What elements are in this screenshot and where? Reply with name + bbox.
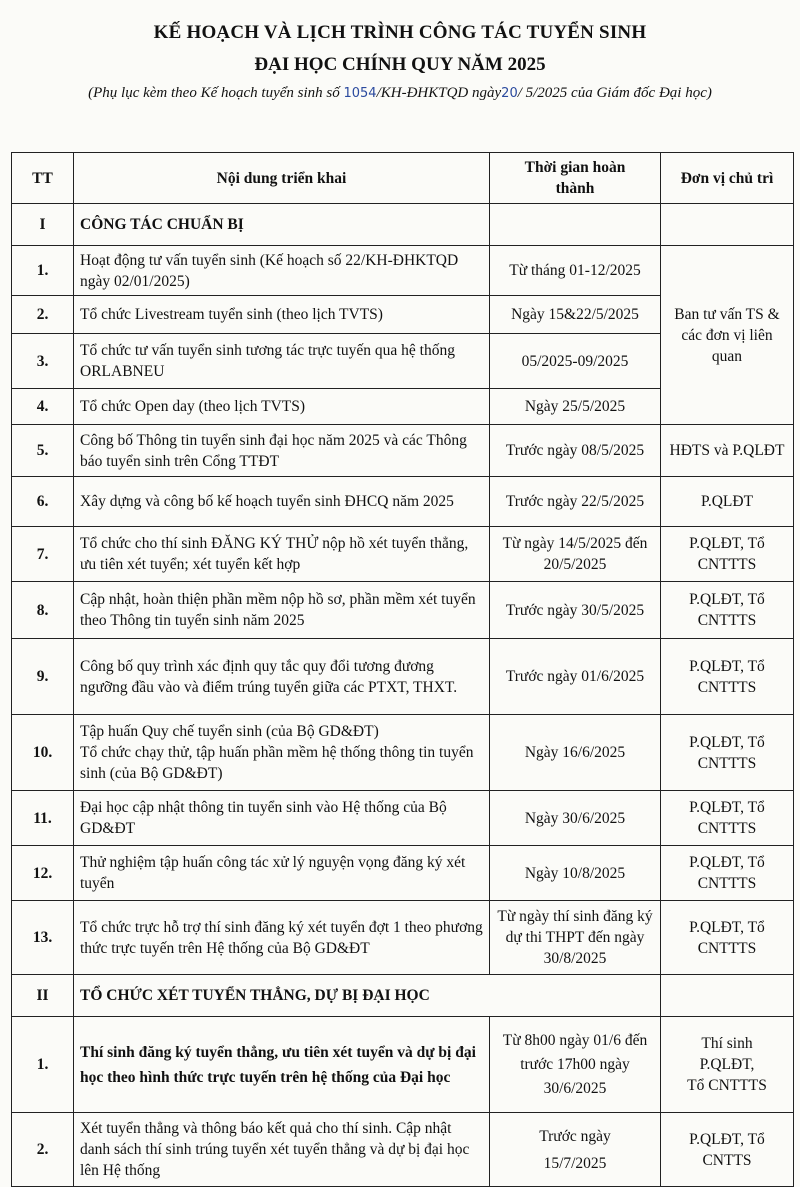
row-number: 4. (12, 389, 74, 425)
row-content: Cập nhật, hoàn thiện phần mềm nộp hồ sơ, phần mềm xét tuyển theo Thông tin tuyển sinh năm 2025 (74, 582, 490, 639)
row-time: Trước ngày 22/5/2025 (490, 477, 661, 527)
row-time: Từ 8h00 ngày 01/6 đến trước 17h00 ngày 30/6/2025 (490, 1017, 661, 1113)
row-time: Ngày 30/6/2025 (490, 791, 661, 846)
table-row (12, 246, 794, 296)
table-row (12, 846, 794, 901)
handwritten-doc-number: 1054 (343, 86, 377, 101)
row-number: 8. (12, 582, 74, 639)
row-time: Ngày 25/5/2025 (490, 389, 661, 425)
subtitle-part3: / 5/2025 của Giám đốc Đại học) (517, 85, 712, 101)
table-row (12, 527, 794, 582)
table-row (12, 582, 794, 639)
row-time: Ngày 16/6/2025 (490, 715, 661, 791)
empty-cell (661, 975, 794, 1017)
row-unit: P.QLĐT, Tổ CNTTTS (661, 715, 794, 791)
row-unit (661, 1017, 794, 1113)
row-time: Từ ngày 14/5/2025 đến 20/5/2025 (490, 527, 661, 582)
row-unit: P.QLĐT, Tổ CNTTTS (661, 527, 794, 582)
row-time: Từ ngày thí sinh đăng ký dự thi THPT đến ngày 30/8/2025 (490, 901, 661, 975)
row-number: 1. (12, 1017, 74, 1113)
row-content: Tổ chức tư vấn tuyển sinh tương tác trực tuyến qua hệ thống ORLABNEU (74, 334, 490, 389)
header-time: Thời gian hoàn thành (490, 153, 661, 204)
section-title: TỔ CHỨC XÉT TUYỂN THẲNG, DỰ BỊ ĐẠI HỌC (74, 975, 661, 1017)
row-unit: P.QLĐT, Tổ CNTTTS (661, 901, 794, 975)
row-unit-line: Thí sinh (701, 1035, 753, 1052)
row-unit: P.QLĐT (661, 477, 794, 527)
table-row (12, 477, 794, 527)
row-time: Trước ngày 30/5/2025 (490, 582, 661, 639)
row-content: Thí sinh đăng ký tuyển thẳng, ưu tiên xét tuyển và dự bị đại học theo hình thức trực tuyến trên hệ thống của Đại học (74, 1017, 490, 1113)
subtitle-part2: /KH-ĐHKTQD ngày (376, 85, 502, 101)
row-time-line: 15/7/2025 (543, 1154, 607, 1172)
table-row (12, 901, 794, 975)
document-subtitle (0, 85, 800, 102)
table-row (12, 1113, 794, 1187)
row-unit: HĐTS và P.QLĐT (661, 425, 794, 477)
table-row (12, 639, 794, 715)
merged-unit-cell: Ban tư vấn TS & các đơn vị liên quan (661, 246, 794, 425)
row-time: Từ tháng 01-12/2025 (490, 246, 661, 296)
document-title-line2: ĐẠI HỌC CHÍNH QUY NĂM 2025 (254, 54, 546, 75)
row-unit: P.QLĐT, Tổ CNTTTS (661, 791, 794, 846)
header-unit: Đơn vị chủ trì (661, 153, 794, 204)
row-content: Tổ chức trực hỗ trợ thí sinh đăng ký xét tuyển đợt 1 theo phương thức trực tuyến trên Hệ thống của Bộ GD&ĐT (74, 901, 490, 975)
section-title: CÔNG TÁC CHUẨN BỊ (74, 204, 490, 246)
row-time: 05/2025-09/2025 (490, 334, 661, 389)
row-unit-line: Tổ CNTTTS (687, 1077, 767, 1094)
row-number: 13. (12, 901, 74, 975)
section-number: I (12, 204, 74, 246)
row-content-line: Tổ chức chạy thử, tập huấn phần mềm hệ thống thông tin tuyển sinh (của Bộ GD&ĐT) (80, 744, 474, 782)
row-number: 1. (12, 246, 74, 296)
row-unit: P.QLĐT, Tổ CNTTTS (661, 582, 794, 639)
table-row (12, 1017, 794, 1113)
row-unit: P.QLĐT, Tổ CNTTTS (661, 639, 794, 715)
row-unit: P.QLĐT, Tổ CNTTS (661, 1113, 794, 1187)
section-number: II (12, 975, 74, 1017)
row-content (74, 715, 490, 791)
row-unit: P.QLĐT, Tổ CNTTTS (661, 846, 794, 901)
row-number: 9. (12, 639, 74, 715)
section-row-1 (12, 204, 794, 246)
row-content-line: Tập huấn Quy chế tuyển sinh (của Bộ GD&ĐT) (80, 723, 379, 740)
row-time (490, 1113, 661, 1187)
document-title-line1: KẾ HOẠCH VÀ LỊCH TRÌNH CÔNG TÁC TUYỂN SINH (153, 22, 647, 43)
row-number: 5. (12, 425, 74, 477)
empty-cell (661, 204, 794, 246)
row-content: Công bố quy trình xác định quy tắc quy đổi tương đương ngưỡng đầu vào và điểm trúng tuyển giữa các PTXT, THXT. (74, 639, 490, 715)
row-time: Trước ngày 01/6/2025 (490, 639, 661, 715)
row-number: 12. (12, 846, 74, 901)
row-time: Ngày 15&22/5/2025 (490, 296, 661, 334)
table-row (12, 425, 794, 477)
subtitle-part1: (Phụ lục kèm theo Kế hoạch tuyển sinh số (88, 85, 344, 101)
row-content: Công bố Thông tin tuyển sinh đại học năm 2025 và các Thông báo tuyển sinh trên Cổng TTĐT (74, 425, 490, 477)
empty-cell (490, 204, 661, 246)
row-content: Xây dựng và công bố kế hoạch tuyển sinh ĐHCQ năm 2025 (74, 477, 490, 527)
row-content: Hoạt động tư vấn tuyển sinh (Kế hoạch số 22/KH-ĐHKTQD ngày 02/01/2025) (74, 246, 490, 296)
row-number: 11. (12, 791, 74, 846)
table-header-row (12, 153, 794, 204)
schedule-table (11, 152, 794, 1187)
header-tt: TT (12, 153, 74, 204)
row-time: Ngày 10/8/2025 (490, 846, 661, 901)
row-content: Tổ chức Open day (theo lịch TVTS) (74, 389, 490, 425)
row-content: Thử nghiệm tập huấn công tác xử lý nguyện vọng đăng ký xét tuyển (74, 846, 490, 901)
header-content: Nội dung triển khai (74, 153, 490, 204)
section-row-2 (12, 975, 794, 1017)
row-content: Đại học cập nhật thông tin tuyển sinh vào Hệ thống của Bộ GD&ĐT (74, 791, 490, 846)
row-number: 6. (12, 477, 74, 527)
row-time: Trước ngày 08/5/2025 (490, 425, 661, 477)
row-time-line: Trước ngày (539, 1127, 611, 1145)
row-number: 3. (12, 334, 74, 389)
row-unit-line: P.QLĐT, (699, 1056, 755, 1073)
row-number: 2. (12, 1113, 74, 1187)
row-number: 10. (12, 715, 74, 791)
table-row (12, 791, 794, 846)
row-content: Xét tuyển thẳng và thông báo kết quả cho thí sinh. Cập nhật danh sách thí sinh trúng tuyển xét tuyển thẳng và dự bị đại học lên Hệ thống (74, 1113, 490, 1187)
row-number: 7. (12, 527, 74, 582)
table-row (12, 715, 794, 791)
row-content: Tổ chức Livestream tuyển sinh (theo lịch TVTS) (74, 296, 490, 334)
handwritten-doc-day: 20 (501, 86, 518, 101)
row-number: 2. (12, 296, 74, 334)
row-content: Tổ chức cho thí sinh ĐĂNG KÝ THỬ nộp hồ xét tuyển thẳng, ưu tiên xét tuyển; xét tuyển kết hợp (74, 527, 490, 582)
